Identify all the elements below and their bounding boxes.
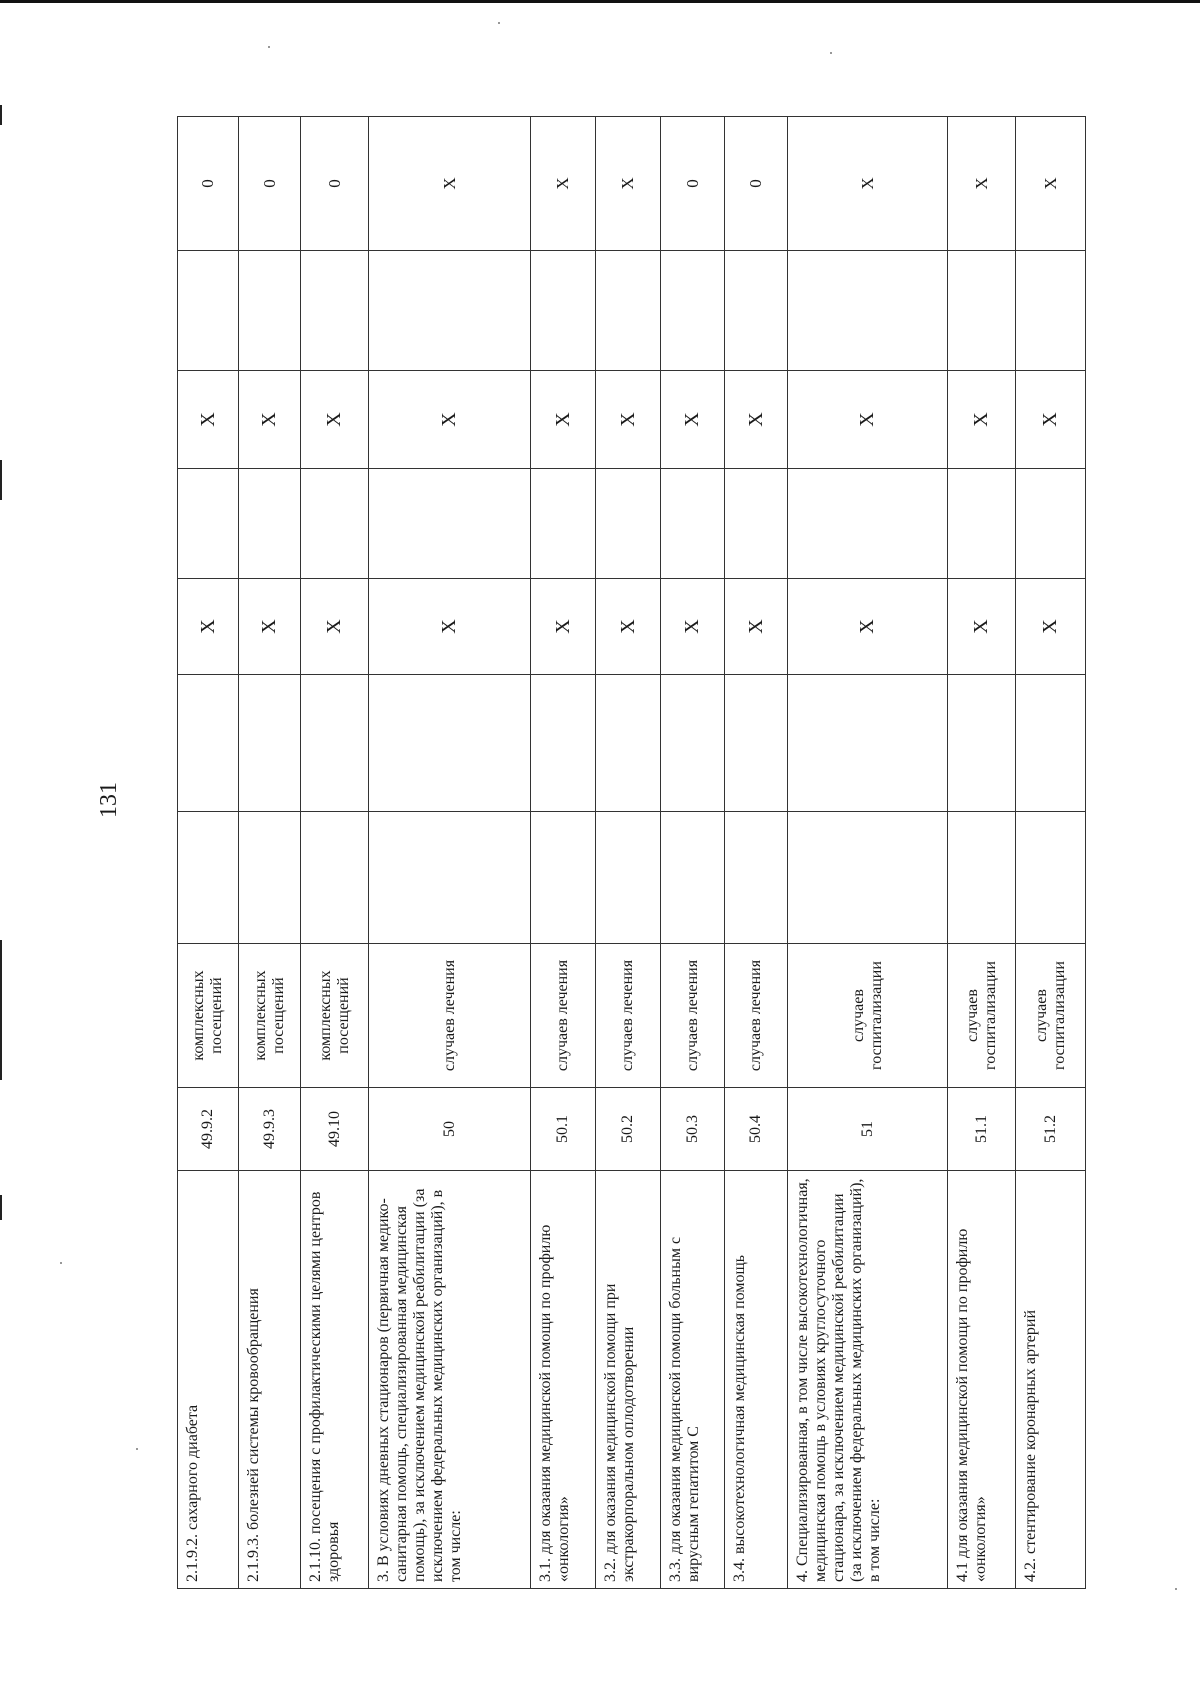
row-name-cell: 4. Специализированная, в том числе высокотехнологичная, медицинская помощь в условиях круглосуточного стационара, за исключением медицинской реабилитации (за исключением федеральных медицинских организаций), в том числе: [788, 1171, 948, 1589]
row-unit-cell: случаев лечения [596, 944, 661, 1088]
row-col10-cell: 0 [239, 117, 301, 251]
row-col6-cell: X [948, 579, 1016, 675]
row-col9-cell [369, 251, 531, 371]
row-col8-cell: X [725, 371, 788, 469]
row-col4-cell [1016, 812, 1086, 944]
row-col9-cell [178, 251, 239, 371]
row-col4-cell [178, 812, 239, 944]
row-col7-cell [178, 469, 239, 579]
row-col7-cell [725, 469, 788, 579]
row-col10-cell: 0 [661, 117, 725, 251]
row-col6-cell: X [369, 579, 531, 675]
row-col5-cell [369, 675, 531, 812]
row-col8-cell: X [948, 371, 1016, 469]
scan-edge-mark [0, 1195, 2, 1220]
row-col8-cell: X [1016, 371, 1086, 469]
row-col5-cell [178, 675, 239, 812]
row-col6-cell: X [178, 579, 239, 675]
table-body [178, 117, 1086, 1589]
row-col8-cell: X [788, 371, 948, 469]
row-unit-cell: случаев лечения [531, 944, 596, 1088]
scan-speck [268, 46, 270, 48]
table-row [596, 117, 661, 1589]
row-col8-cell: X [369, 371, 531, 469]
scan-speck [1175, 1588, 1177, 1590]
row-code-cell: 51.2 [1016, 1088, 1086, 1171]
row-name-cell: 3. В условиях дневных стационаров (первичная медико-санитарная помощь, специализированная медицинская помощь), за исключением медицинской реабилитации (за исключением федеральных медицинских организаций), в том числе: [369, 1171, 531, 1589]
row-col9-cell [725, 251, 788, 371]
row-col7-cell [661, 469, 725, 579]
row-col7-cell [531, 469, 596, 579]
row-name-cell: 3.3. для оказания медицинской помощи больным с вирусным гепатитом С [661, 1171, 725, 1589]
scan-speck [136, 1448, 138, 1450]
row-unit-cell: случаев лечения [725, 944, 788, 1088]
row-unit-cell: случаев лечения [369, 944, 531, 1088]
row-col4-cell [661, 812, 725, 944]
row-code-cell: 49.9.2 [178, 1088, 239, 1171]
row-col5-cell [788, 675, 948, 812]
row-col8-cell: X [661, 371, 725, 469]
row-col4-cell [725, 812, 788, 944]
table-row [178, 117, 239, 1589]
table-row [661, 117, 725, 1589]
row-col4-cell [239, 812, 301, 944]
row-col7-cell [369, 469, 531, 579]
row-code-cell: 50.2 [596, 1088, 661, 1171]
row-col8-cell: X [596, 371, 661, 469]
row-col4-cell [369, 812, 531, 944]
table-row [948, 117, 1016, 1589]
scan-edge-mark [0, 105, 2, 125]
row-col9-cell [531, 251, 596, 371]
row-col4-cell [531, 812, 596, 944]
scan-top-border [0, 0, 1200, 3]
table-row [1016, 117, 1086, 1589]
data-table [177, 116, 1086, 1589]
row-code-cell: 49.9.3 [239, 1088, 301, 1171]
row-col6-cell: X [788, 579, 948, 675]
row-code-cell: 50.1 [531, 1088, 596, 1171]
rotated-table-frame [177, 117, 1118, 1589]
row-unit-cell: комплексных посещений [301, 944, 369, 1088]
row-col7-cell [301, 469, 369, 579]
row-col10-cell: X [948, 117, 1016, 251]
row-col10-cell: X [596, 117, 661, 251]
row-col6-cell: X [531, 579, 596, 675]
row-col10-cell: X [531, 117, 596, 251]
scan-edge-mark [0, 940, 2, 1080]
row-col8-cell: X [239, 371, 301, 469]
row-col4-cell [596, 812, 661, 944]
row-col8-cell: X [301, 371, 369, 469]
row-code-cell: 51 [788, 1088, 948, 1171]
table-row [369, 117, 531, 1589]
row-unit-cell: случаев лечения [661, 944, 725, 1088]
row-col4-cell [788, 812, 948, 944]
row-code-cell: 50.4 [725, 1088, 788, 1171]
row-name-cell: 2.1.10. посещения с профилактическими целями центров здоровья [301, 1171, 369, 1589]
row-col9-cell [596, 251, 661, 371]
row-col8-cell: X [178, 371, 239, 469]
row-name-cell: 4.2. стентирование коронарных артерий [1016, 1171, 1086, 1589]
row-col4-cell [301, 812, 369, 944]
row-code-cell: 50.3 [661, 1088, 725, 1171]
scan-speck [60, 1262, 62, 1264]
row-name-cell: 2.1.9.3. болезней системы кровообращения [239, 1171, 301, 1589]
row-col9-cell [301, 251, 369, 371]
row-code-cell: 49.10 [301, 1088, 369, 1171]
row-col10-cell: 0 [301, 117, 369, 251]
row-unit-cell: случаев госпитализации [788, 944, 948, 1088]
row-col8-cell: X [531, 371, 596, 469]
row-col6-cell: X [1016, 579, 1086, 675]
row-col6-cell: X [239, 579, 301, 675]
row-unit-cell: случаев госпитализации [948, 944, 1016, 1088]
table-row [725, 117, 788, 1589]
row-col5-cell [1016, 675, 1086, 812]
row-col7-cell [788, 469, 948, 579]
row-name-cell: 3.1. для оказания медицинской помощи по профилю «онкология» [531, 1171, 596, 1589]
row-col6-cell: X [301, 579, 369, 675]
row-col9-cell [948, 251, 1016, 371]
row-col5-cell [301, 675, 369, 812]
row-col7-cell [596, 469, 661, 579]
row-col9-cell [788, 251, 948, 371]
row-col6-cell: X [661, 579, 725, 675]
row-name-cell: 2.1.9.2. сахарного диабета [178, 1171, 239, 1589]
row-col10-cell: X [1016, 117, 1086, 251]
row-name-cell: 4.1 для оказания медицинской помощи по профилю «онкология» [948, 1171, 1016, 1589]
row-col5-cell [531, 675, 596, 812]
page-number: 131 [96, 782, 122, 818]
row-col5-cell [725, 675, 788, 812]
row-col5-cell [239, 675, 301, 812]
row-name-cell: 3.2. для оказания медицинской помощи при экстракорпоральном оплодотворении [596, 1171, 661, 1589]
row-col7-cell [948, 469, 1016, 579]
row-col10-cell: 0 [725, 117, 788, 251]
row-col5-cell [661, 675, 725, 812]
row-unit-cell: комплексных посещений [178, 944, 239, 1088]
scan-speck [830, 52, 832, 54]
scan-edge-mark [0, 460, 2, 500]
row-col6-cell: X [725, 579, 788, 675]
row-col6-cell: X [596, 579, 661, 675]
row-col9-cell [1016, 251, 1086, 371]
row-code-cell: 50 [369, 1088, 531, 1171]
row-unit-cell: комплексных посещений [239, 944, 301, 1088]
row-code-cell: 51.1 [948, 1088, 1016, 1171]
table-row [239, 117, 301, 1589]
row-col9-cell [661, 251, 725, 371]
row-col9-cell [239, 251, 301, 371]
row-col5-cell [596, 675, 661, 812]
row-col10-cell: X [788, 117, 948, 251]
table-row [531, 117, 596, 1589]
row-col10-cell: X [369, 117, 531, 251]
row-col7-cell [1016, 469, 1086, 579]
row-col5-cell [948, 675, 1016, 812]
table-row [301, 117, 369, 1589]
row-col4-cell [948, 812, 1016, 944]
row-unit-cell: случаев госпитализации [1016, 944, 1086, 1088]
row-name-cell: 3.4. высокотехнологичная медицинская помощь [725, 1171, 788, 1589]
scan-speck [498, 22, 500, 24]
row-col7-cell [239, 469, 301, 579]
row-col10-cell: 0 [178, 117, 239, 251]
table-row [788, 117, 948, 1589]
